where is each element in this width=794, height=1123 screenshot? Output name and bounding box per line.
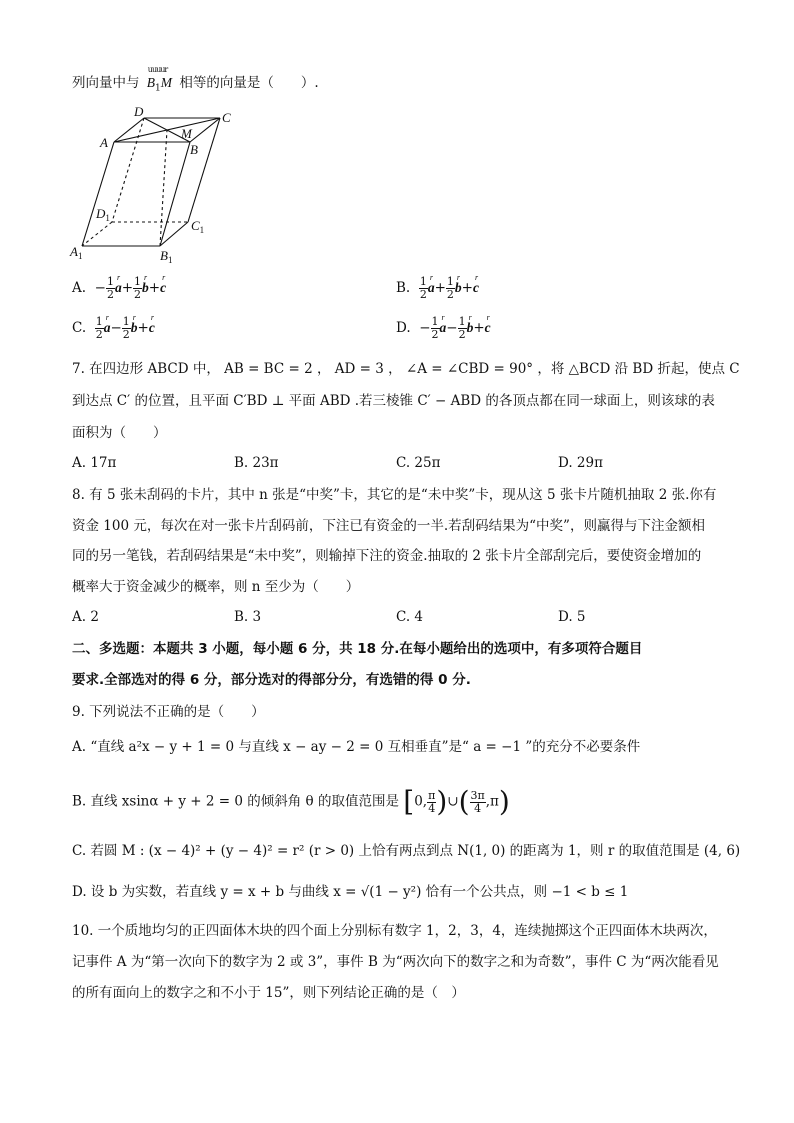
vec-c: r c <box>160 273 167 295</box>
sign: + <box>121 280 134 296</box>
q6-vector-b: B <box>146 75 156 90</box>
q8-option-a[interactable]: A. 2 <box>72 609 99 625</box>
vec-c: r c <box>472 273 479 295</box>
option-letter: D. <box>396 320 411 336</box>
q7-line1: 7. 在四边形 ABCD 中， AB = BC = 2 ， AD = 3 ， ∠A = ∠CBD = 90° ，将 △BCD 沿 BD 折起，使点 C <box>72 361 740 377</box>
vec-c: r c <box>484 313 491 335</box>
vec-a: r a <box>427 273 435 295</box>
q6-stem-prefix: 列向量中与 <box>72 75 140 91</box>
paren-close: ) <box>498 785 510 818</box>
sign: + <box>434 280 446 296</box>
sign: + <box>461 280 473 296</box>
label-b1: $B_1$ <box>160 248 173 264</box>
label-c1: $C_1$ <box>191 218 205 235</box>
vec-b: r b <box>130 313 138 335</box>
q6-vector-m: M <box>160 75 173 90</box>
edge-dd1 <box>112 118 144 222</box>
label-m: M <box>181 126 192 141</box>
q6-option-d[interactable] <box>396 313 491 341</box>
sign: − <box>110 320 122 336</box>
fraction: $\frac{1}{2}$ <box>431 315 439 341</box>
edge-aa1 <box>82 142 114 246</box>
q10-line1: 10. 一个质地均匀的正四面体木块的四个面上分别标有数字 1，2，3，4，连续抛掷这个正四面体木块两次， <box>72 923 717 939</box>
q8-option-b[interactable]: B. 3 <box>234 609 262 625</box>
q6-vector-sub: 1 <box>155 83 161 94</box>
q7-line2: 到达点 C′ 的位置，且平面 C′BD ⊥ 平面 ABD .若三棱锥 C′ − ABD 的各顶点都在同一球面上，则该球的表 <box>72 393 715 409</box>
q9-option-a[interactable]: A. “直线 a²x − y + 1 = 0 与直线 x − ay − 2 = 0 互相垂直”是“ a = −1 ”的充分不必要条件 <box>72 739 641 755</box>
q7-line3: 面积为（ ） <box>72 425 167 441</box>
sign: + <box>148 280 161 296</box>
q9-option-b[interactable] <box>72 785 510 818</box>
q6-vector <box>146 65 173 98</box>
option-letter: A. <box>72 280 87 296</box>
q8-option-c[interactable]: C. 4 <box>396 609 424 625</box>
fraction: $\frac{1}{2}$ <box>134 275 142 301</box>
paren-close: ) <box>436 785 448 818</box>
label-d: D <box>134 104 144 119</box>
section2-heading-line2: 要求.全部选对的得 6 分，部分选对的得部分分，有选错的得 0 分. <box>72 672 471 688</box>
interval1-left: 0, <box>414 793 428 810</box>
vec-c: r c <box>148 313 155 335</box>
edge-cc1 <box>188 118 220 222</box>
q6-option-b[interactable] <box>396 273 479 301</box>
union-symbol: ∪ <box>447 793 459 810</box>
q6-stem-suffix: 相等的向量是（ ）. <box>179 75 319 91</box>
q8-line2: 资金 100 元，每次在对一张卡片刮码前，下注已有资金的一半.若刮码结果为“中奖”，则赢得与下注金额相 <box>72 518 705 534</box>
fraction: $\frac{1}{2}$ <box>106 275 114 301</box>
fraction: $\frac{1}{2}$ <box>446 275 454 301</box>
fraction: $\frac{1}{2}$ <box>419 275 427 301</box>
vec-a: r a <box>114 273 122 295</box>
option-letter: C. <box>72 320 87 336</box>
fraction: $\frac{1}{2}$ <box>122 315 130 341</box>
bracket-open: [ <box>403 785 415 818</box>
q7-option-c[interactable]: C. 25π <box>396 455 441 471</box>
q9-stem: 9. 下列说法不正确的是（ ） <box>72 704 265 720</box>
q9-option-c[interactable]: C. 若圆 M : (x − 4)² + (y − 4)² = r² (r > 0) 上恰有两点到点 N(1, 0) 的距离为 1，则 r 的取值范围是 (4, 6) <box>72 843 741 859</box>
label-b: B <box>190 142 198 157</box>
edge-b1c1 <box>160 222 188 246</box>
sign: − <box>94 280 106 296</box>
q6-option-c[interactable] <box>72 313 155 341</box>
q6-parallelepiped-figure <box>66 104 236 264</box>
edge-d1a1 <box>82 222 112 246</box>
sign: + <box>137 320 149 336</box>
fraction: $\frac{1}{2}$ <box>95 315 103 341</box>
label-c: C <box>222 110 231 125</box>
q9-option-b-text: B. 直线 xsinα + y + 2 = 0 的倾斜角 θ 的取值范围是 <box>72 793 399 810</box>
vec-b: r b <box>466 313 474 335</box>
section2-heading-line1: 二、多选题：本题共 3 小题，每小题 6 分，共 18 分.在每小题给出的选项中，有多项符合题目 <box>72 641 643 657</box>
q7-option-a[interactable]: A. 17π <box>72 455 117 471</box>
vec-a: r a <box>103 313 111 335</box>
q8-option-d[interactable]: D. 5 <box>558 609 586 625</box>
label-a1: $A_1$ <box>70 244 83 261</box>
edge-bb1 <box>160 142 190 246</box>
vec-a: r a <box>439 313 447 335</box>
q6-stem <box>72 65 319 98</box>
q10-line2: 记事件 A 为“第一次向下的数字为 2 或 3”，事件 B 为“两次向下的数字之和为奇数”，事件 C 为“两次能看见 <box>72 954 719 970</box>
q8-line1: 8. 有 5 张未刮码的卡片，其中 n 张是“中奖”卡，其它的是“未中奖”卡，现从这 5 张卡片随机抽取 2 张.你有 <box>72 487 717 503</box>
q6-option-a[interactable] <box>72 273 167 301</box>
label-d1: $D_1$ <box>96 206 110 223</box>
segment-b1m <box>160 130 167 246</box>
q9-option-d[interactable]: D. 设 b 为实数，若直线 y = x + b 与曲线 x = √(1 − y²) 恰有一个公共点，则 −1 < b ≤ 1 <box>72 884 629 900</box>
sign: + <box>473 320 485 336</box>
q10-line3: 的所有面向上的数字之和不小于 15”，则下列结论正确的是（ ） <box>72 985 465 1001</box>
option-letter: B. <box>396 280 411 296</box>
label-a: A <box>100 135 108 150</box>
paren-open: ( <box>458 785 470 818</box>
vec-b: r b <box>454 273 462 295</box>
q8-line4: 概率大于资金减少的概率，则 n 至少为（ ） <box>72 579 360 595</box>
vec-b: r b <box>142 273 149 295</box>
fraction: $\frac{\pi}{4}$ <box>428 788 436 815</box>
interval2-right: ,π <box>485 793 499 810</box>
fraction: $\frac{3\pi}{4}$ <box>470 788 485 815</box>
q8-line3: 同的另一笔钱，若刮码结果是“未中奖”，则输掉下注的资金.抽取的 2 张卡片全部刮完后，要使资金增加的 <box>72 548 702 564</box>
sign: − <box>419 320 431 336</box>
q6-vector-arrow: uuuur <box>147 65 168 74</box>
q7-option-d[interactable]: D. 29π <box>558 455 603 471</box>
q7-option-b[interactable]: B. 23π <box>234 455 279 471</box>
sign: − <box>446 320 458 336</box>
fraction: $\frac{1}{2}$ <box>458 315 466 341</box>
